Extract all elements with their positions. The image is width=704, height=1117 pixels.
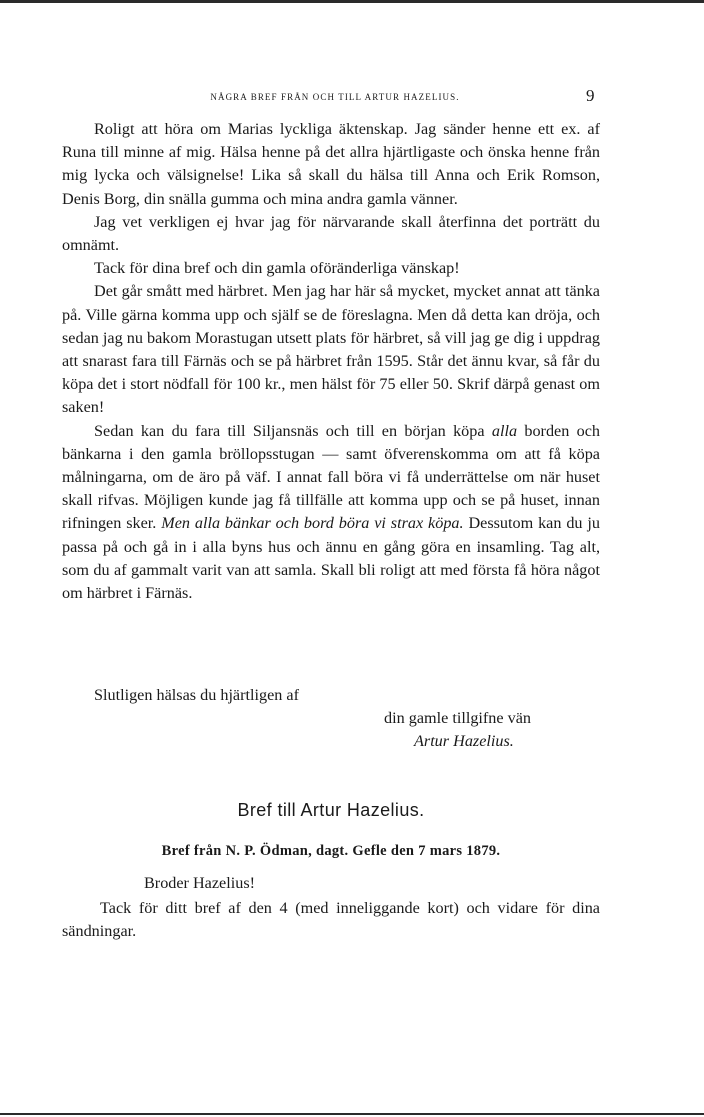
paragraph-5-emphasis-alla: alla: [491, 421, 518, 440]
paragraph-5: [62, 420, 600, 606]
closing-signoff: din gamle tillgifne vän: [384, 709, 531, 728]
running-title: NÅGRA BREF FRÅN OCH TILL ARTUR HAZELIUS.: [210, 92, 460, 102]
paragraph-5-part-e: Dessutom kan du ju passa på och gå in i alla byns hus och ännu en gång göra en insamling. Tag alt, som du af gammalt varit van att samla. Skall bli roligt att med första få höra något om härbret i Färnäs.: [62, 514, 600, 603]
paragraph-2: Jag vet verkligen ej hvar jag för närvarande skall återfinna det porträtt du omnämt.: [62, 212, 600, 255]
paragraph-5-emphasis-sentence: Men alla bänkar och bord böra vi strax köpa.: [161, 514, 464, 533]
second-letter-body: [62, 897, 600, 943]
paragraph-4: Det går smått med härbret. Men jag har här så mycket, mycket annat att tänka på. Ville gärna komma upp och själf se de föreslagna. Men då detta kan dröja, och sedan jag nu bakom Morastugan utsett plats för härbret, så vill jag ge dig i uppdrag att snarast fara till Färnäs och se på härbret från 1595. Står det ännu kvar, så får du köpa det i stort nödfall för 100 kr., men hälst för 75 eller 50. Skrif därpå genast om saken!: [62, 282, 600, 417]
letter-closing: [62, 684, 600, 754]
paragraph-3: Tack för dina bref och din gamla oföränderliga vänskap!: [94, 259, 460, 278]
section-heading: Bref till Artur Hazelius.: [237, 800, 425, 820]
page-bottom-edge: [0, 1113, 704, 1115]
closing-greeting: Slutligen hälsas du hjärtligen af: [94, 686, 299, 704]
paragraph-5-part-c: borden och bänkarna i den gamla bröllopsstugan — samt öfverenskomma om att få köpa målningarna, om de äro på väf. I annat fall böra vi få underrättelse om när huset skall rifvas. Möjligen kunde jag få tillfälle att komma upp och se på huset, innan rifningen sker.: [62, 421, 601, 533]
paragraph-1: Roligt att höra om Marias lyckliga äktenskap. Jag sänder henne ett ex. af Runa till minne af mig. Hälsa henne på det allra hjärtligaste och önska henne från mig lycka och välsignelse! Lika så skall du hälsa till Anna och Erik Romson, Denis Borg, din snälla gumma och mina andra gamla vänner.: [62, 120, 600, 208]
second-letter-paragraph: Tack för ditt bref af den 4 (med inneliggande kort) och vidare för dina sändningar.: [62, 899, 600, 941]
letter-body: [62, 118, 600, 605]
page-top-edge: [0, 0, 704, 3]
salutation: Broder Hazelius!: [144, 874, 256, 892]
closing-signature: Artur Hazelius.: [414, 732, 514, 751]
paragraph-5-part-a: Sedan kan du fara till Siljansnäs och till en början köpa: [94, 421, 492, 440]
page-number: 9: [586, 86, 595, 105]
letter-heading: Bref från N. P. Ödman, dagt. Gefle den 7 mars 1879.: [161, 843, 501, 859]
